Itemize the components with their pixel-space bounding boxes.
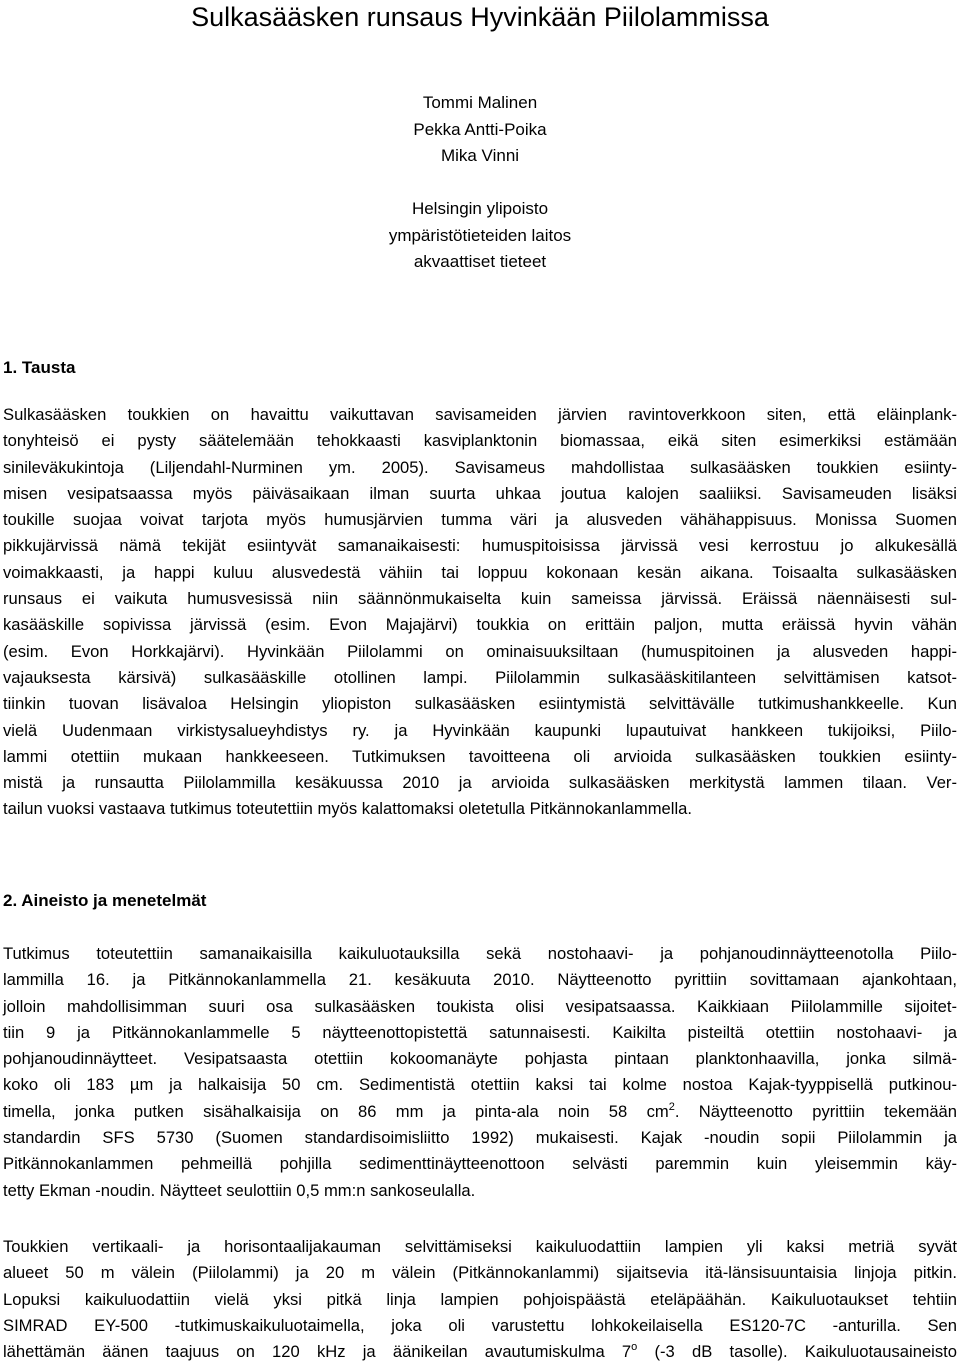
text-line: tonyhteisö ei pysty säätelemään tehokkaasti kasviplanktonin biomassaa, eikä siten esimerkiksi estämään (3, 431, 957, 451)
text-line: mistä ja runsautta Piilolammilla kesäkuussa 2010 ja arvioida sulkasääsken merkitystä lammen tilaan. Ver- (3, 773, 957, 793)
text-line: Sulkasääsken toukkien on havaittu vaikuttavan savisameiden järvien ravintoverkkoon siten, että eläinplank- (3, 405, 957, 424)
text-line: voimakkaasti, ja happi kuluu alusvedestä vähiin tai loppuu kokonaan kesän aikana. Toisaalta sulkasääsken (3, 562, 957, 582)
text-line: tailun vuoksi vastaava tutkimus toteutettiin myös kalattomaksi oletetulla Pitkännokanlammella. (3, 799, 692, 819)
text-line: Toukkien vertikaali- ja horisontaalijakauman selvittämiseksi kaikuluodattiin lampien yli kaksi metriä syvät (3, 1237, 957, 1256)
text-line: standardin SFS 5730 (Suomen standardisoimisliitto 1992) mukaisesti. Kajak -noudin sopii Piilolammin ja (3, 1128, 957, 1148)
affiliation-line: Helsingin ylipoisto (411, 199, 549, 218)
text-line: toukille suojaa voivat tarjota myös humusjärvien tumma väri ja alusveden vähähappisuus. Monissa Suomen (3, 510, 957, 530)
text-segment: . Näytteenotto pyrittiin tekemään (674, 1101, 958, 1121)
author-name: Mika Vinni (440, 146, 520, 165)
text-line: Lopuksi kaikuluodattiin vielä yksi pitkä linja lampien pohjoispäästä eteläpäähän. Kaikuluotaukset tehtiin (3, 1289, 957, 1309)
text-line: pikkujärvissä nämä tekijät esiintyvät samanaikaisesti: humuspitoisissa järvissä vesi kerrostuu jo alkukesällä (3, 536, 957, 556)
superscript: 2 (668, 1100, 675, 1113)
text-line: koko oli 183 µm ja halkaisija 50 cm. Sedimentistä otettiin kaksi tai kolme nostoa Kajak-tyyppisellä putkinou- (3, 1075, 957, 1095)
text-line: SIMRAD EY-500 -tutkimuskaikuluotaimella, joka oli varustettu lohkokeilaisella ES120-7C -anturilla. Sen (3, 1315, 957, 1335)
section-heading-aineisto: 2. Aineisto ja menetelmät (3, 891, 207, 910)
affiliation-line: akvaattiset tieteet (413, 252, 547, 271)
text-line: vielä Uudenmaan virkistysalueyhdistys ry. ja Hyvinkään kaupunki lupautuivat hankkeen tukijoiksi, Piilo- (3, 720, 957, 740)
text-line: (esim. Evon Horkkajärvi). Hyvinkään Piilolammi on ominaisuuksiltaan (humuspitoinen ja alusveden happi- (3, 641, 957, 661)
text-segment: timella, jonka putken sisähalkaisija on 86 mm ja pinta-ala noin 58 cm (3, 1101, 669, 1121)
superscript: o (631, 1341, 638, 1354)
text-segment: lähettämän äänen taajuus on 120 kHz ja äänikeilan avautumiskulma 7 (3, 1342, 632, 1362)
text-line: runsaus ei vaikuta humusvesissä niin säännönmukaiselta kuin sameissa järvissä. Eräissä näennäisesti sul- (3, 589, 957, 609)
text-line: kasääskille sopivissa järvissä (esim. Evon Majajärvi) toukkia on erittäin paljon, mutta eräissä hyvin vähän (3, 615, 957, 635)
text-line: lammi otettiin mukaan hankkeeseen. Tutkimuksen tavoitteena oli arvioida sulkasääsken toukkien esiinty- (3, 746, 957, 766)
text-line: jolloin mahdollisimman suuri osa sulkasääsken toukista olisi vesipatsaassa. Kaikkiaan Piilolammille sijoitet- (3, 996, 957, 1016)
author-name: Pekka Antti-Poika (413, 119, 547, 139)
text-line: misen vesipatsaassa myös päiväsaikaan ilman suurta uhkaa joutua kalojen saaliiksi. Savisameuden lisäksi (3, 483, 957, 503)
text-line: lammilla 16. ja Pitkännokanlammella 21. kesäkuuta 2010. Näytteenotto pyrittiin sovittamaan ajankohtaan, (3, 970, 957, 990)
affiliation-line: ympäristötieteiden laitos (388, 225, 572, 245)
text-line-with-superscript (3, 1099, 957, 1125)
text-line-with-superscript (3, 1339, 957, 1365)
text-line: alueet 50 m välein (Piilolammi) ja 20 m välein (Pitkännokanlammi) sijaitsevia itä-länsisuuntaisia linjoja pitkin. (3, 1263, 957, 1283)
author-name: Tommi Malinen (422, 93, 538, 112)
text-line: tetty Ekman -noudin. Näytteet seulottiin 0,5 mm:n sankoseulalla. (3, 1180, 476, 1200)
section-tausta-paragraph (3, 402, 957, 823)
text-line: Pitkännokanlammen pehmeillä pohjilla sedimenttinäytteenottoon selvästi paremmin kuin yleisemmin käy- (3, 1154, 957, 1174)
text-line: vajauksesta kärsivä) sulkasääskille otollinen lampi. Piilolammin sulkasääskitilanteen selvittämisen katsot- (3, 667, 957, 687)
text-line: Tutkimus toteutettiin samanaikaisilla kaikuluotauksilla sekä nostohaavi- ja pohjanoudinnäytteenotolla Piilo- (3, 944, 957, 963)
section-heading-tausta: 1. Tausta (3, 358, 76, 377)
section-aineisto-paragraph-1 (3, 941, 957, 1204)
document-title: Sulkasääsken runsaus Hyvinkään Piilolammissa (191, 2, 769, 32)
text-segment: (-3 dB tasolle). Kaikuluotausaineisto (637, 1342, 957, 1362)
text-line: pohjanoudinnäytteet. Vesipatsaasta otettiin kokoomanäyte pohjasta pintaan planktonhaavilla, jonka silmä- (3, 1049, 957, 1069)
text-line: sinileväkukintoja (Liljendahl-Nurminen ym. 2005). Savisameus mahdollistaa sulkasääsken toukkien esiinty- (3, 457, 957, 477)
text-line: tiinkin tuovan lisävaloa Helsingin yliopiston sulkasääsken esiintymistä selvittävälle tutkimushankkeelle. Kun (3, 694, 957, 714)
section-aineisto-paragraph-2 (3, 1234, 957, 1365)
text-line: tiin 9 ja Pitkännokanlammelle 5 näytteenottopistettä satunnaisesti. Kaikilta pisteiltä otettiin nostohaavi- ja (3, 1022, 957, 1042)
author-block (0, 90, 960, 276)
